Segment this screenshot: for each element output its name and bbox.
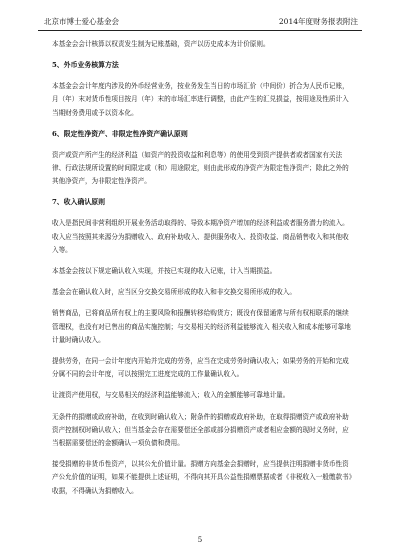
section-heading: 7、收入确认原则	[52, 198, 106, 207]
paragraph: 资产或资产所产生的经济利益（如资产的投资收益和利息等）的使用受到资产提供者或者国家有关法律、行政法规所设置的时间限定或（和）用途限定，则由此形成的净资产为限定性净资产；除此之外的其他净资产，为非限定性净资产。	[52, 150, 349, 186]
paragraph: 让渡资产使用权，与交易相关的经济利益能够流入；收入的金额能够可靠地计量。	[52, 391, 290, 400]
paragraph: 本基金会会计核算以权责发生制为记账基础，资产以历史成本为计价原则。	[52, 40, 270, 48]
paragraph: 本基金会按以下规定确认收入实现，并按已实现的收入记账，计入当期损益。	[52, 267, 277, 276]
paragraph: 接受捐赠的非货币性资产，以其公允价值计量。捐赠方向基金会捐赠时，应当提供注明捐赠非货币性资产公允价值的证明，如果不能提供上述证明，不得向其开具公益性捐赠票据或者《非税收入一般缴款书》收据，不得确认为捐赠收入。	[52, 460, 353, 495]
paragraph: 无条件的捐赠或政府补助，在收到时确认收入；附条件的捐赠或政府补助，在取得捐赠资产或政府补助资产控制权时确认收入；但当基金会存在需要偿还全部或部分捐赠资产或者相应金额的现时义务时，应当根据需要偿还的金额确认一项负债和费用。	[52, 412, 349, 448]
page-header	[38, 14, 362, 31]
paragraph: 销售商品，已将商品所有权上的主要风险和报酬转移给购货方；既没有保留通常与所有权相联系的继续管理权，也没有对已售出的商品实施控制；与交易相关的经济利益能够流入 相关收入和成本能够可靠地计量时确认收入。	[52, 309, 351, 344]
header-report-title: 2014年度财务报表附注	[278, 17, 358, 26]
document-body	[52, 38, 352, 506]
page-number: 5	[197, 536, 203, 544]
section-heading: 6、限定性净资产、非限定性净资产确认原则	[52, 129, 188, 138]
paragraph: 收入是指民间非营利组织开展业务活动取得的、导致本期净资产增加的经济利益或者服务潜力的流入。收入应当按照其来源分为捐赠收入、政府补助收入、提供服务收入、投资收益、商品销售收入和其他收入等。	[52, 219, 349, 254]
paragraph: 本基金会会计年度内涉及的外币经营业务，按业务发生当日的市场汇价（中间价）折合为人民币记账，月（年）末对货币性项目按月（年）末的市场汇率进行调整，由此产生的汇兑损益，按用途及性质计入当期财务费用或予以资本化。	[52, 82, 349, 117]
section-heading: 5、外币业务核算方法	[52, 61, 119, 70]
header-organization: 北京市博士爱心基金会	[44, 17, 119, 26]
paragraph: 基金会在确认收入时，应当区分交换交易所形成的收入和非交换交易所形成的收入。	[52, 288, 296, 297]
paragraph: 提供劳务，在同一会计年度内开始并完成的劳务，应当在完成劳务时确认收入；如果劳务的开始和完成分属不同的会计年度，可以按照完工进度完成的工作量确认收入。	[52, 357, 349, 379]
